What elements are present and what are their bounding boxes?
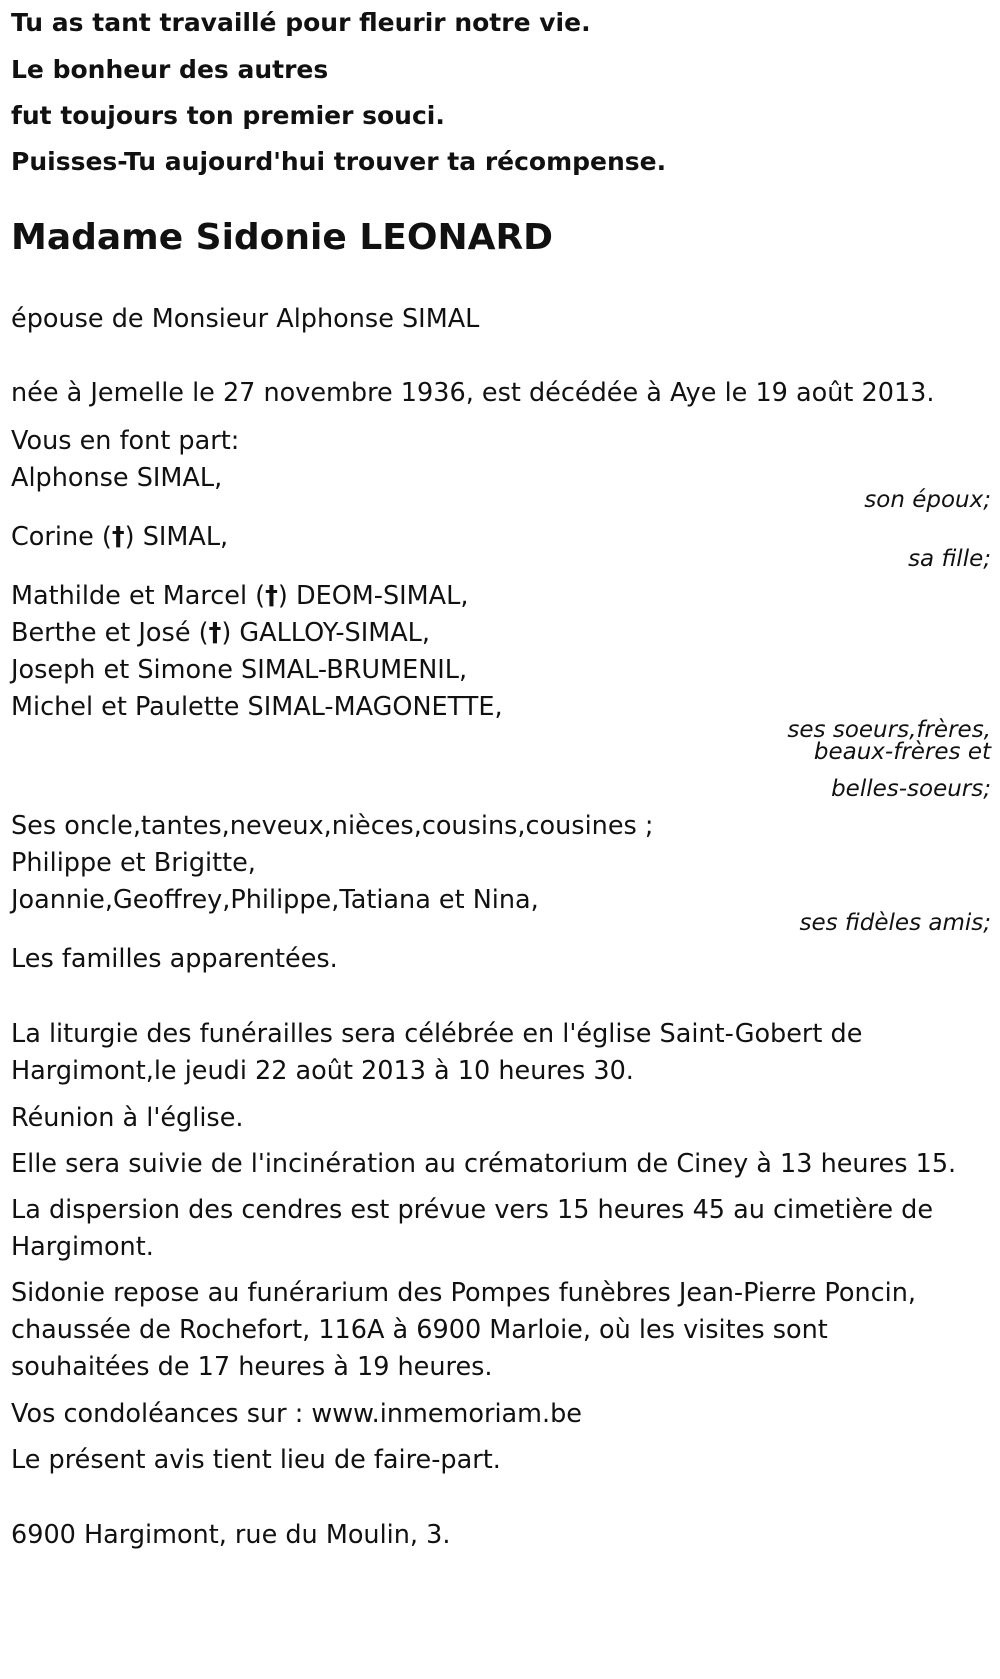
families-line: Les familles apparentées. [11,944,338,974]
birth-death-line: née à Jemelle le 27 novembre 1936, est décédée à Aye le 19 août 2013. [11,378,935,408]
sibling-2-after: ) GALLOY-SIMAL, [221,618,430,648]
liturgy-line-1: La liturgie des funérailles sera célébrée en l'église Saint-Gobert de [11,1019,863,1049]
rest-line-3: souhaitées de 17 heures à 19 heures. [11,1352,493,1382]
daughter-name-before: Corine ( [11,522,112,552]
friends-relation: ses fidèles amis; [799,910,991,936]
family-daughter [11,521,228,553]
family-relatives: Ses oncle,tantes,neveux,nièces,cousins,cousines ; [11,811,654,841]
meeting-line: Réunion à l'église. [11,1103,244,1133]
family-sibling-2 [11,617,430,649]
sibling-2-before: Berthe et José ( [11,618,209,648]
dispersion-line-1: La dispersion des cendres est prévue vers 15 heures 45 au cimetière de [11,1195,934,1225]
poem-line-3: fut toujours ton premier souci. [11,101,445,130]
siblings-relation-1: ses soeurs,frères, [787,717,991,743]
poem-line-1: Tu as tant travaillé pour fleurir notre vie. [11,8,591,37]
cross-icon: † [208,618,222,648]
liturgy-line-2: Hargimont,le jeudi 22 août 2013 à 10 heures 30. [11,1056,634,1086]
cremation-line: Elle sera suivie de l'incinération au crématorium de Ciney à 13 heures 15. [11,1149,957,1179]
spouse-line: épouse de Monsieur Alphonse SIMAL [11,304,480,334]
address-line: 6900 Hargimont, rue du Moulin, 3. [11,1520,451,1550]
spouse-relation: son époux; [864,487,991,513]
announce-intro: Vous en font part: [11,426,240,456]
daughter-name-after: ) SIMAL, [124,522,229,552]
rest-line-2: chaussée de Rochefort, 116A à 6900 Marloie, où les visites sont [11,1315,828,1345]
deceased-name: Madame Sidonie LEONARD [11,217,554,258]
family-friends-2: Joannie,Geoffrey,Philippe,Tatiana et Nina, [11,885,539,915]
sibling-1-after: ) DEOM-SIMAL, [277,581,469,611]
poem-line-2: Le bonheur des autres [11,55,329,84]
daughter-relation: sa fille; [908,546,991,572]
condolences-line: Vos condoléances sur : www.inmemoriam.be [11,1399,582,1429]
family-spouse-name: Alphonse SIMAL, [11,463,223,493]
cross-icon: † [111,522,125,552]
rest-line-1: Sidonie repose au funérarium des Pompes funèbres Jean-Pierre Poncin, [11,1278,917,1308]
sibling-1-before: Mathilde et Marcel ( [11,581,266,611]
poem-line-4: Puisses-Tu aujourd'hui trouver ta récompense. [11,147,667,176]
cross-icon: † [265,581,278,611]
family-sibling-1 [11,580,468,612]
dispersion-line-2: Hargimont. [11,1232,154,1262]
family-sibling-3: Joseph et Simone SIMAL-BRUMENIL, [11,655,468,685]
siblings-relation-2: beaux-frères et [813,739,991,765]
siblings-relation-3: belles-soeurs; [831,776,991,802]
family-sibling-4: Michel et Paulette SIMAL-MAGONETTE, [11,692,503,722]
notice-line: Le présent avis tient lieu de faire-part. [11,1445,501,1475]
family-friends-1: Philippe et Brigitte, [11,848,256,878]
